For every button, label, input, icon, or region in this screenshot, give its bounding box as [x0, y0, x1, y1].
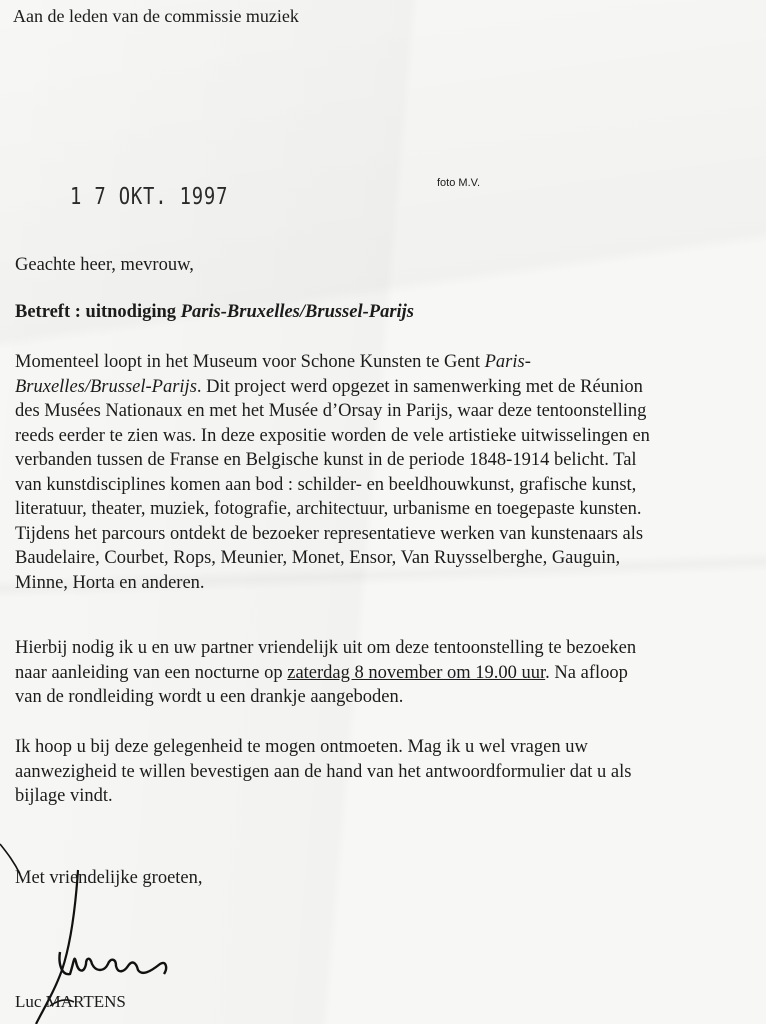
text-span: . Na afloop [545, 662, 628, 683]
paragraph-rsvp [15, 735, 631, 809]
text-span: naar aanleiding van een nocturne op [15, 662, 288, 683]
date-stamp: 1 7 OKT. 1997 [70, 184, 229, 210]
paragraph-line: van kunstdisciplines komen aan bod : schilder- en beeldhouwkunst, grafische kunst, [15, 474, 637, 495]
salutation: Geachte heer, mevrouw, [15, 255, 194, 275]
paragraph-line: van de rondleiding wordt u een drankje aangeboden. [15, 687, 404, 707]
paragraph-line: reeds eerder te zien was. In deze expositie worden de vele artistieke uitwisselingen en [15, 425, 650, 446]
text-span: . Dit project werd opgezet in samenwerking met de Réunion [196, 376, 643, 397]
paragraph-line: Baudelaire, Courbet, Rops, Meunier, Monet, Ensor, Van Ruysselberghe, Gauguin, [15, 548, 621, 568]
paragraph-line: des Musées Nationaux en met het Musée d’Orsay in Parijs, waar deze tentoonstelling [15, 401, 647, 421]
paragraph-line: Minne, Horta en anderen. [15, 572, 205, 593]
paragraph-line: Hierbij nodig ik u en uw partner vriendelijk uit om deze tentoonstelling te bezoeken [15, 638, 637, 658]
subject-prefix: Betreft : uitnodiging [15, 302, 181, 322]
closing-line: Met vriendelijke groeten, [15, 868, 203, 888]
subject-title: Paris-Bruxelles/Brussel-Parijs [180, 302, 414, 322]
signatory-name: Luc MARTENS [15, 992, 126, 1011]
paragraph-line [15, 661, 636, 686]
exhibition-title-italic: Paris- [484, 352, 531, 372]
paragraph-line [15, 350, 650, 375]
exhibition-title-italic: Bruxelles/Brussel-Parijs [15, 376, 197, 397]
paragraph-line: bijlage vindt. [15, 786, 113, 806]
paragraph-intro [15, 350, 650, 595]
paragraph-invitation [15, 636, 636, 710]
event-datetime-underlined: zaterdag 8 november om 19.00 uur [287, 662, 546, 683]
photo-credit: foto M.V. [437, 177, 481, 189]
subject-line [15, 300, 414, 325]
recipient-line: Aan de leden van de commissie muziek [13, 6, 299, 26]
paragraph-line: Ik hoop u bij deze gelegenheid te mogen ontmoeten. Mag ik u wel vragen uw [15, 737, 588, 757]
paragraph-line: Tijdens het parcours ontdekt de bezoeker representatieve werken van kunstenaars als [15, 523, 644, 544]
paragraph-line: literatuur, theater, muziek, fotografie, architectuur, urbanisme en toegepaste kunsten. [15, 499, 642, 519]
text-span: Momenteel loopt in het Museum voor Schone Kunsten te Gent [15, 352, 485, 372]
paragraph-line: verbanden tussen de Franse en Belgische kunst in de periode 1848-1914 belicht. Tal [15, 450, 637, 470]
paragraph-line [15, 375, 650, 400]
paragraph-line: aanwezigheid te willen bevestigen aan de hand van het antwoordformulier dat u als [15, 761, 632, 782]
